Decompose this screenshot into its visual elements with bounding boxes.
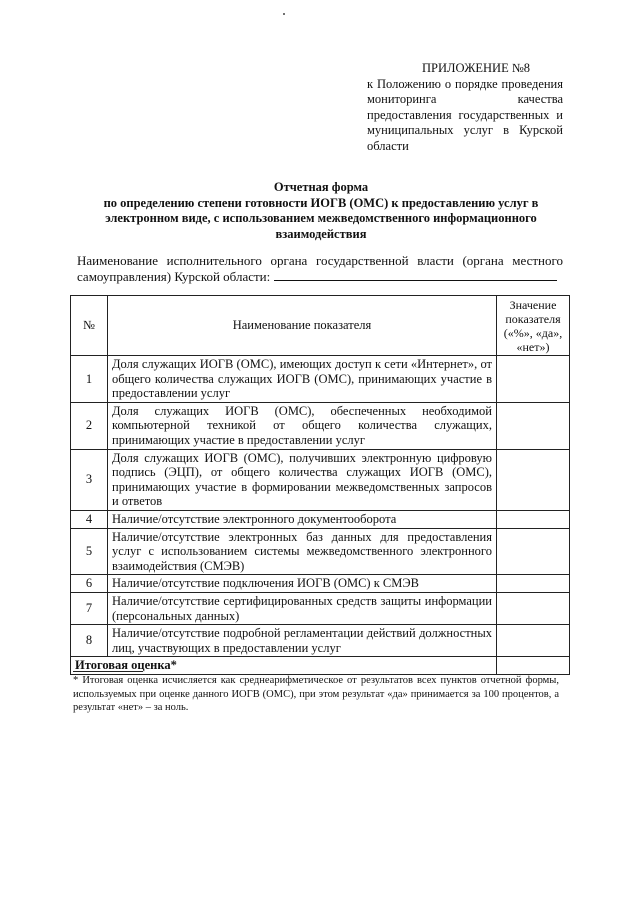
row-indicator: Доля служащих ИОГВ (ОМС), имеющих доступ к сети «Интернет», от общего количества служащих ИОГВ (ОМС), принимающих участие в предоставлении услуг bbox=[108, 356, 497, 403]
table-row bbox=[71, 528, 570, 575]
total-label: Итоговая оценка* bbox=[71, 657, 497, 675]
authority-line bbox=[77, 253, 563, 285]
footnote: * Итоговая оценка исчисляется как среднеарифметическое от результатов всех пунктов отчетной формы, используемых при оценке данного ИОГВ (ОМС), при этом результат «да» принимается за 100 процентов, а результат «нет» – за ноль. bbox=[73, 675, 559, 713]
row-number: 7 bbox=[71, 592, 108, 624]
row-indicator: Наличие/отсутствие подробной регламентации действий должностных лиц, участвующих в предоставлении услуг bbox=[108, 625, 497, 657]
header-number: № bbox=[71, 296, 108, 356]
row-number: 6 bbox=[71, 575, 108, 593]
table-header-row bbox=[71, 296, 570, 356]
row-value-cell[interactable] bbox=[497, 510, 570, 528]
table-row bbox=[71, 592, 570, 624]
row-number: 5 bbox=[71, 528, 108, 575]
table-row bbox=[71, 449, 570, 510]
footnote-divider bbox=[73, 671, 143, 672]
row-indicator: Доля служащих ИОГВ (ОМС), обеспеченных необходимой компьютерной техникой от общего количества служащих, принимающих участие в предоставлении услуг bbox=[108, 402, 497, 449]
header-value: Значение показателя («%», «да», «нет») bbox=[497, 296, 570, 356]
form-heading bbox=[78, 180, 564, 242]
appendix-text: к Положению о порядке проведения мониторинга качества предоставления государственных и муниципальных услуг в Курской области bbox=[367, 76, 563, 153]
row-indicator: Наличие/отсутствие подключения ИОГВ (ОМС) к СМЭВ bbox=[108, 575, 497, 593]
table-row bbox=[71, 625, 570, 657]
authority-label: Наименование исполнительного органа государственной власти (органа местного самоуправления) Курской области: bbox=[77, 253, 563, 284]
row-number: 1 bbox=[71, 356, 108, 403]
row-number: 4 bbox=[71, 510, 108, 528]
row-value-cell[interactable] bbox=[497, 356, 570, 403]
table-row bbox=[71, 510, 570, 528]
row-indicator: Доля служащих ИОГВ (ОМС), получивших электронную цифровую подпись (ЭЦП), от общего количества служащих ИОГВ (ОМС), принимающих участие в формировании межведомственных запросов и ответов bbox=[108, 449, 497, 510]
table-row bbox=[71, 356, 570, 403]
appendix-title: ПРИЛОЖЕНИЕ №8 bbox=[422, 61, 531, 75]
form-subtitle: по определению степени готовности ИОГВ (ОМС) к предоставлению услуг в электронном виде, с использованием межведомственного информационного взаимодействия bbox=[103, 195, 539, 241]
indicator-table bbox=[70, 295, 570, 675]
row-number: 3 bbox=[71, 449, 108, 510]
row-value-cell[interactable] bbox=[497, 625, 570, 657]
page-mark bbox=[283, 13, 285, 15]
row-value-cell[interactable] bbox=[497, 592, 570, 624]
row-indicator: Наличие/отсутствие электронных баз данных для предоставления услуг с использованием системы межведомственного электронного взаимодействия (СМЭВ) bbox=[108, 528, 497, 575]
header-name: Наименование показателя bbox=[108, 296, 497, 356]
authority-blank-field[interactable] bbox=[274, 269, 557, 281]
row-value-cell[interactable] bbox=[497, 402, 570, 449]
total-row bbox=[71, 657, 570, 675]
row-value-cell[interactable] bbox=[497, 575, 570, 593]
row-value-cell[interactable] bbox=[497, 528, 570, 575]
row-indicator: Наличие/отсутствие электронного документооборота bbox=[108, 510, 497, 528]
table-row bbox=[71, 402, 570, 449]
row-indicator: Наличие/отсутствие сертифицированных средств защиты информации (персональных данных) bbox=[108, 592, 497, 624]
total-value-cell[interactable] bbox=[497, 657, 570, 675]
appendix-block bbox=[367, 61, 563, 154]
row-number: 8 bbox=[71, 625, 108, 657]
table-row bbox=[71, 575, 570, 593]
form-title: Отчетная форма bbox=[273, 180, 369, 194]
row-value-cell[interactable] bbox=[497, 449, 570, 510]
row-number: 2 bbox=[71, 402, 108, 449]
